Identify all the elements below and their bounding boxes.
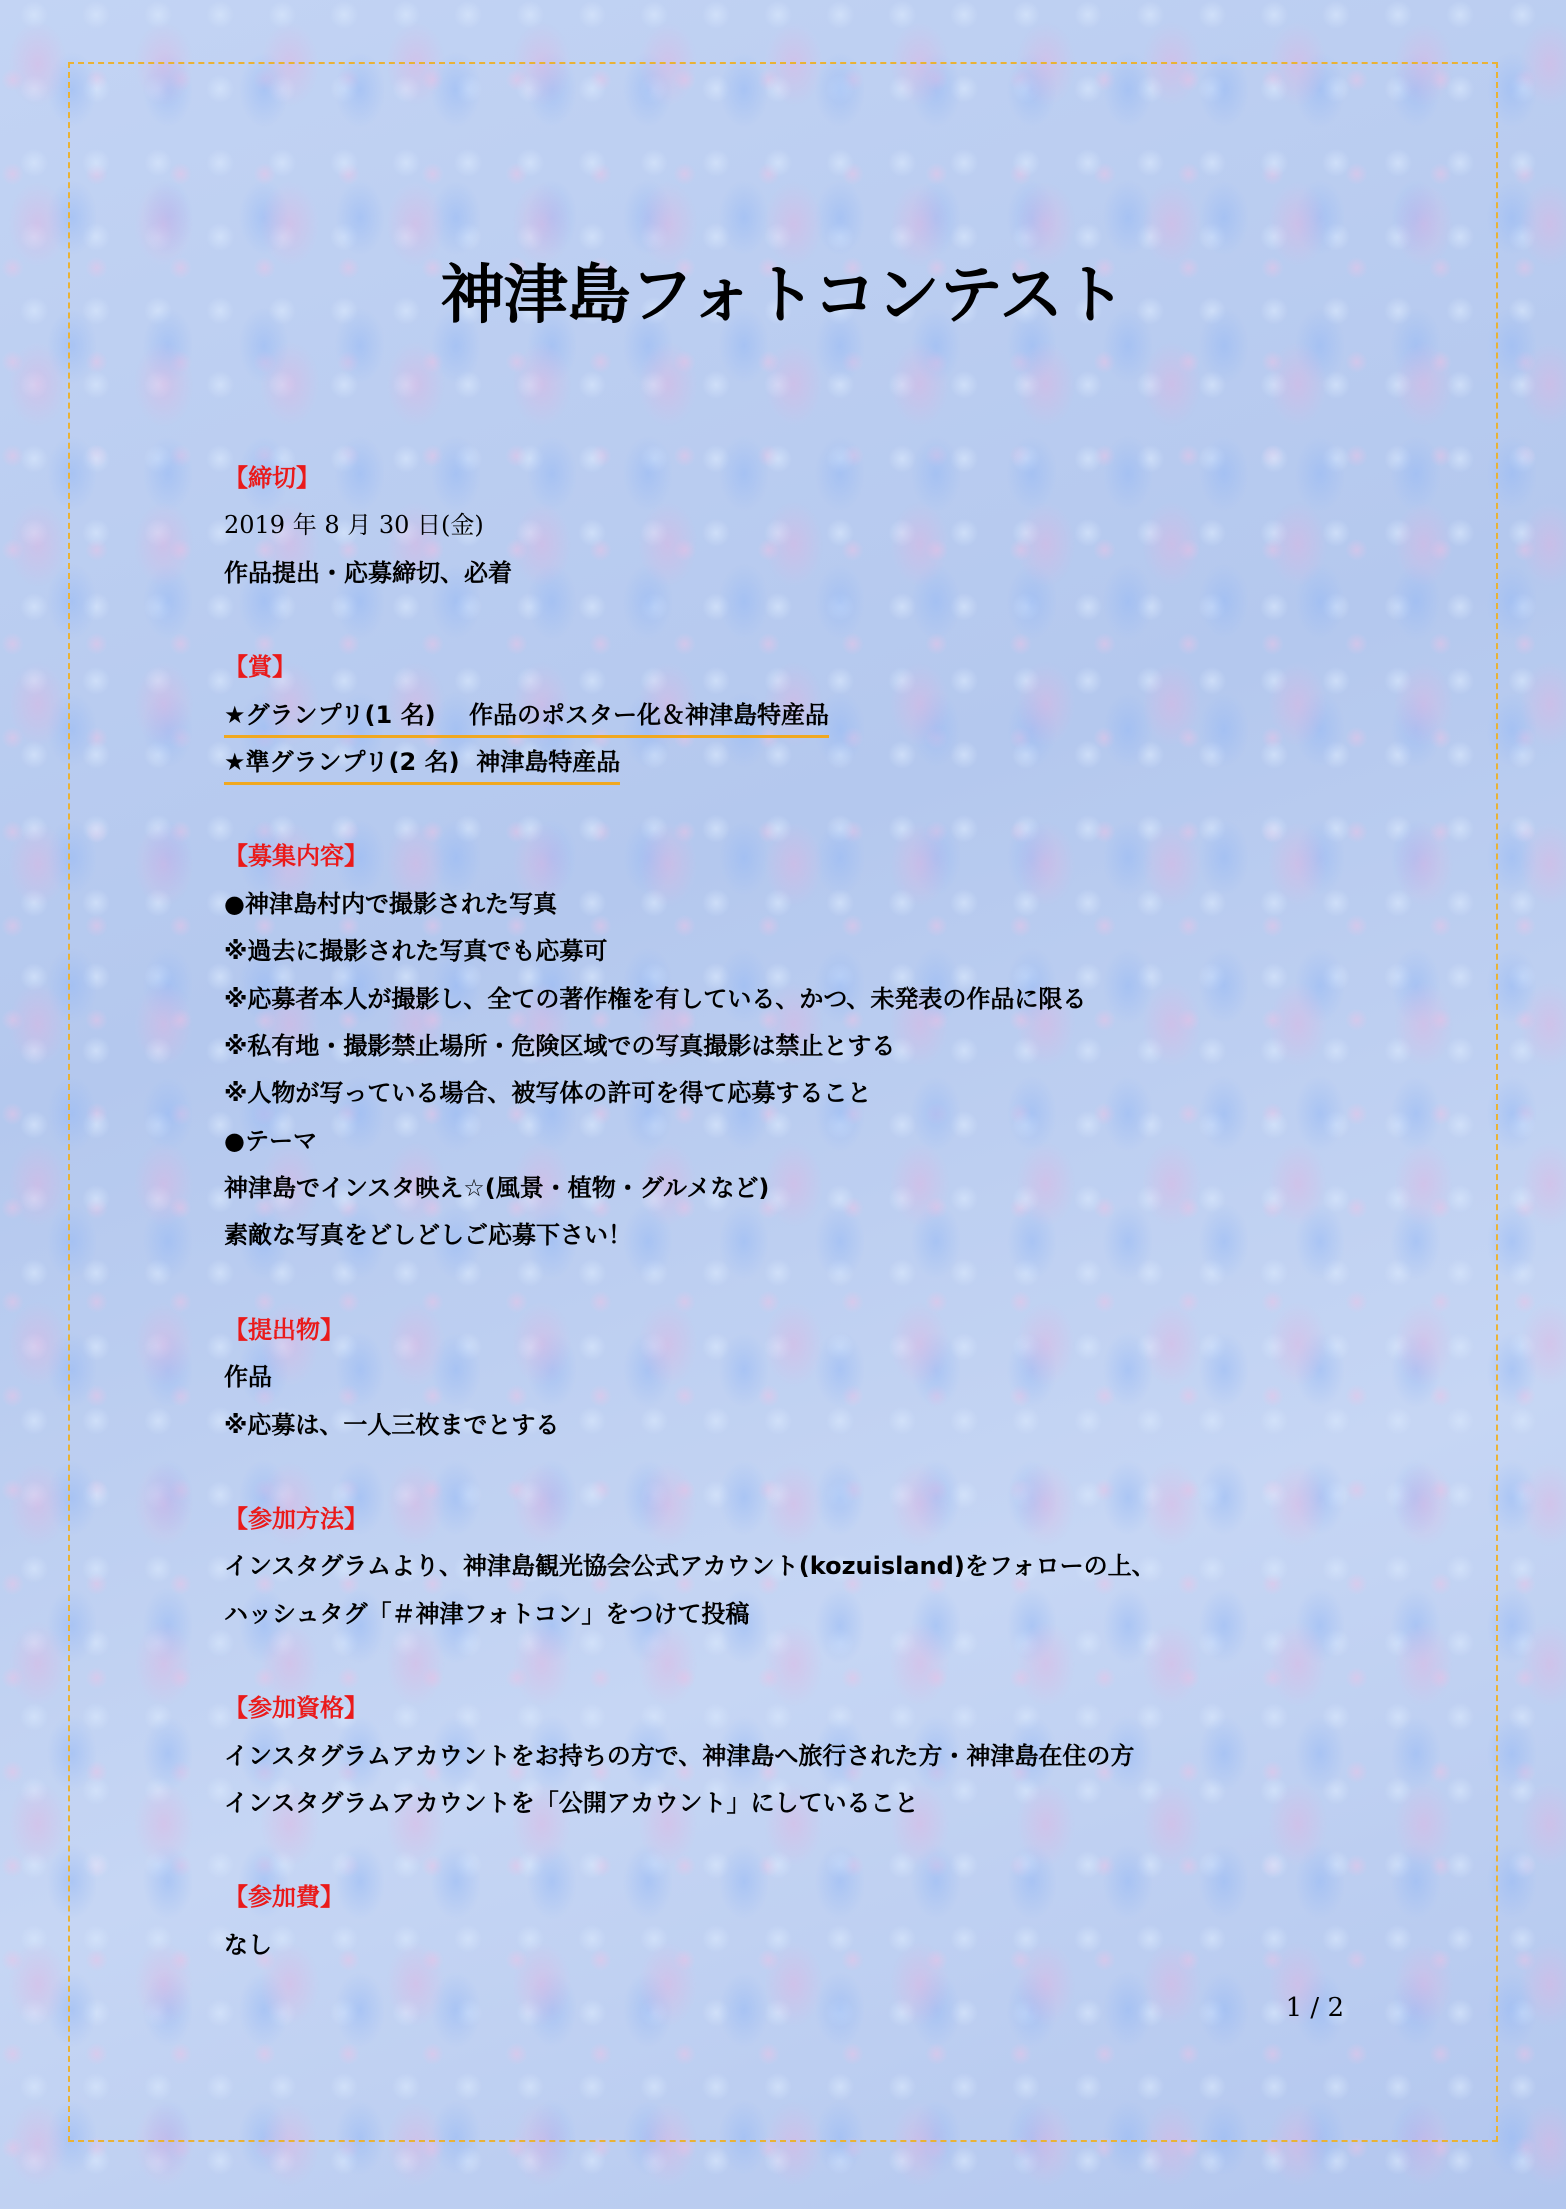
page-number: 1 / 2 — [1285, 1993, 1344, 2023]
text-line: 神津島でインスタ映え☆(風景・植物・グルメなど) — [224, 1174, 770, 1203]
prize-item — [224, 692, 1404, 739]
section-heading: 【参加費】 — [224, 1883, 344, 1912]
text-line: なし — [224, 1930, 272, 1959]
deadline-date: 2019 年 8 月 30 日(金) — [224, 511, 484, 540]
prize-grand-prix: ★グランプリ(1 名) 作品のポスター化＆神津島特産品 — [224, 695, 829, 738]
deadline-note: 作品提出・応募締切、必着 — [224, 558, 512, 587]
prize-item — [224, 739, 1404, 786]
section-heading: 【参加資格】 — [224, 1694, 368, 1723]
text-line: ※私有地・撮影禁止場所・危険区域での写真撮影は禁止とする — [224, 1031, 896, 1060]
section-heading: 【締切】 — [224, 464, 320, 492]
section-how-to-enter — [224, 1496, 1404, 1638]
section-heading: 【参加方法】 — [224, 1505, 368, 1534]
document-body — [224, 455, 1404, 2016]
section-call-for-entries — [224, 833, 1404, 1260]
page-title: 神津島フォトコンテスト — [440, 258, 1126, 333]
text-line: 素敵な写真をどしどしご応募下さい！ — [224, 1221, 632, 1250]
text-line: ※人物が写っている場合、被写体の許可を得て応募すること — [224, 1079, 872, 1108]
text-line: インスタグラムアカウントをお持ちの方で、神津島へ旅行された方・神津島在住の方 — [224, 1741, 1135, 1770]
text-line: インスタグラムアカウントを「公開アカウント」にしていること — [224, 1788, 919, 1817]
section-prizes — [224, 644, 1404, 786]
text-line: ※応募は、一人三枚までとする — [224, 1410, 560, 1439]
text-line: ※応募者本人が撮影し、全ての著作権を有している、かつ、未発表の作品に限る — [224, 984, 1087, 1013]
section-eligibility — [224, 1685, 1404, 1827]
text-line: インスタグラムより、神津島観光協会公式アカウント(kozuisland)をフォローの上、 — [224, 1552, 1156, 1581]
section-submissions — [224, 1307, 1404, 1449]
section-deadline — [224, 455, 1404, 597]
section-heading: 【募集内容】 — [224, 842, 368, 871]
text-line: ハッシュタグ「＃神津フォトコン」をつけて投稿 — [224, 1599, 750, 1628]
text-line: ●神津島村内で撮影された写真 — [224, 889, 557, 918]
text-line: 作品 — [224, 1363, 272, 1392]
section-heading: 【提出物】 — [224, 1315, 344, 1344]
section-heading: 【賞】 — [224, 653, 296, 682]
section-fee — [224, 1874, 1404, 1969]
text-line: ●テーマ — [224, 1126, 317, 1155]
text-line: ※過去に撮影された写真でも応募可 — [224, 937, 608, 966]
prize-runner-up: ★準グランプリ(2 名) 神津島特産品 — [224, 742, 620, 785]
